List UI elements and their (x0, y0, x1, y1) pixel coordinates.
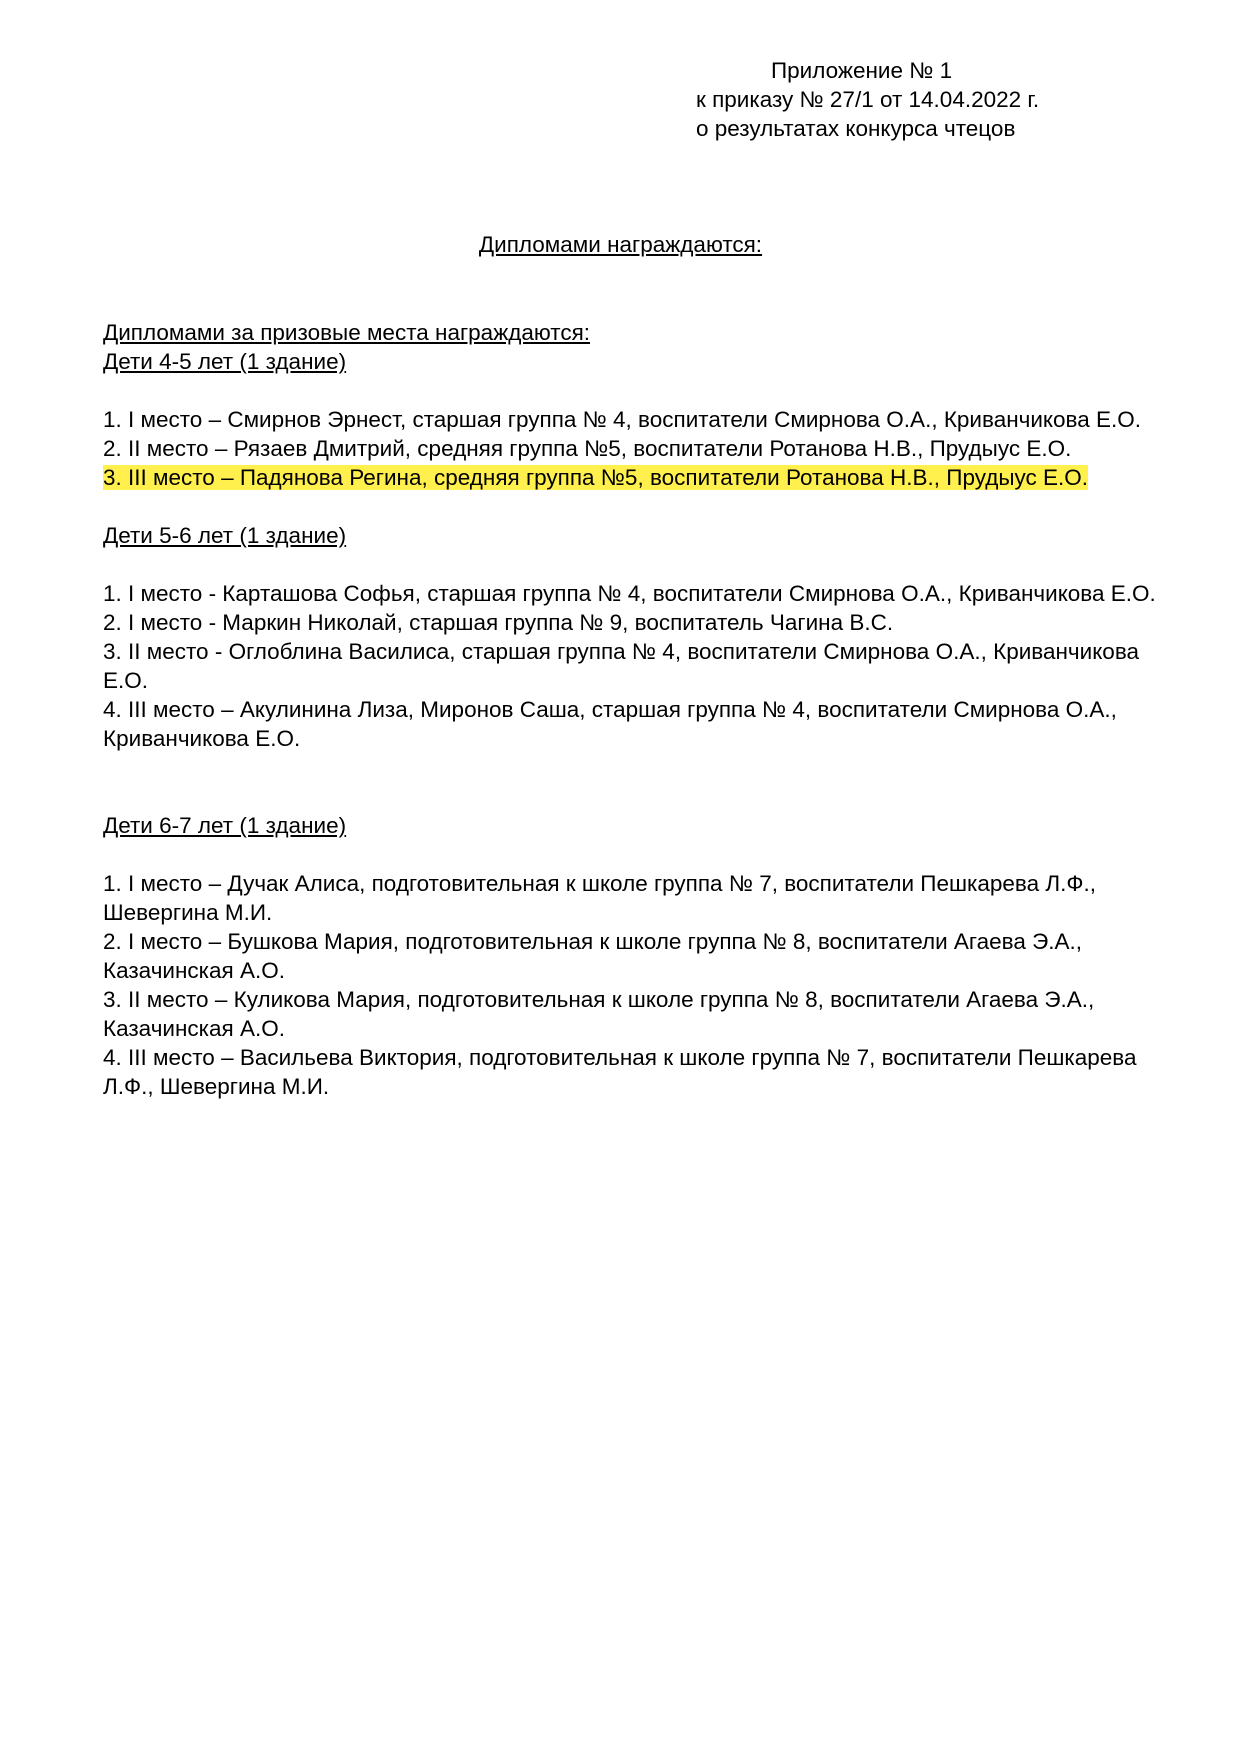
appendix-header (696, 56, 1039, 143)
section-heading: Дети 5-6 лет (1 здание) (103, 523, 347, 548)
list-item: 1. I место - Карташова Софья, старшая группа № 4, воспитатели Смирнова О.А., Криванчикова Е.О. (103, 581, 1156, 606)
document-title: Дипломами награждаются: (478, 232, 763, 257)
section-age-4-5 (103, 347, 1178, 492)
prize-heading: Дипломами за призовые места награждаются: (103, 320, 591, 345)
highlighted-list-item: 3. III место – Падянова Регина, средняя группа №5, воспитатели Ротанова Н.В., Прудыус Е.О. (103, 465, 1089, 490)
section-age-5-6 (103, 521, 1178, 753)
order-reference: к приказу № 27/1 от 14.04.2022 г. (696, 87, 1040, 112)
list-item: 1. I место – Дучак Алиса, подготовительная к школе группа № 7, воспитатели Пешкарева Л.Ф., Шевергина М.И. (103, 871, 1096, 925)
list-item: 4. III место – Васильева Виктория, подготовительная к школе группа № 7, воспитатели Пешкарева Л.Ф., Шевергина М.И. (103, 1045, 1137, 1099)
appendix-number: Приложение № 1 (771, 58, 953, 83)
list-item: 4. III место – Акулинина Лиза, Миронов Саша, старшая группа № 4, воспитатели Смирнова О.А., Криванчикова Е.О. (103, 697, 1117, 751)
list-item: 2. II место – Рязаев Дмитрий, средняя группа №5, воспитатели Ротанова Н.В., Прудыус Е.О. (103, 436, 1072, 461)
section-heading: Дети 4-5 лет (1 здание) (103, 349, 347, 374)
list-item: 1. I место – Смирнов Эрнест, старшая группа № 4, воспитатели Смирнова О.А., Криванчикова Е.О. (103, 407, 1142, 432)
list-item: 3. II место - Оглоблина Василиса, старшая группа № 4, воспитатели Смирнова О.А., Криванчикова Е.О. (103, 639, 1140, 693)
order-subject: о результатах конкурса чтецов (696, 116, 1016, 141)
section-heading: Дети 6-7 лет (1 здание) (103, 813, 347, 838)
section-age-6-7 (103, 811, 1178, 1101)
list-item: 2. I место – Бушкова Мария, подготовительная к школе группа № 8, воспитатели Агаева Э.А., Казачинская А.О. (103, 929, 1083, 983)
list-item: 3. II место – Куликова Мария, подготовительная к школе группа № 8, воспитатели Агаева Э.А., Казачинская А.О. (103, 987, 1095, 1041)
document-body (103, 318, 1178, 1101)
list-item: 2. I место - Маркин Николай, старшая группа № 9, воспитатель Чагина В.С. (103, 610, 894, 635)
